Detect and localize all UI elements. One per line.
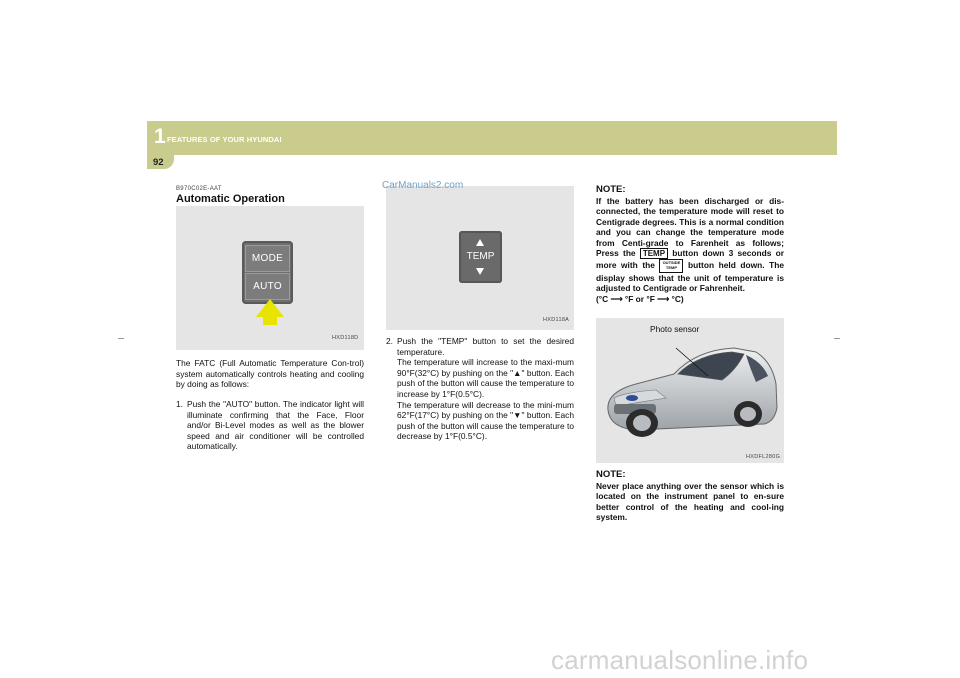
intro-paragraph — [176, 358, 364, 390]
temp-control — [459, 231, 502, 283]
site-watermark: CarManuals2.com — [382, 180, 464, 191]
intro-text: The FATC (Full Automatic Temperature Con-trol) system automatically controls heating and cooling by doing as follows: — [176, 358, 364, 390]
note-text-c: button held down. The display shows that the unit of temperature is adjusted to Centigrade or Fahrenheit. — [596, 260, 785, 294]
figure-car — [596, 318, 784, 463]
note-units: (°C ⟶ °F or °F ⟶ °C) — [596, 293, 684, 304]
step-number: 2. — [386, 336, 393, 346]
temp-up-icon[interactable] — [476, 239, 484, 246]
note-title: NOTE: — [596, 184, 626, 195]
margin-tick — [834, 338, 840, 339]
step2-line1: Push the "TEMP" button to set the desired temperature. — [397, 336, 574, 357]
down-triangle-icon: ▼ — [513, 410, 522, 421]
note-text-a: If the battery has been discharged or dis-connected, the temperature mode will reset to Centigrade degrees. This is a normal condition and you can change the temperature mode from Centi-grade to Farenheit as follows; Press the — [596, 196, 784, 259]
step-1 — [176, 399, 364, 459]
figure-code: HXD118D — [332, 335, 359, 341]
figure-code: HXD118A — [543, 317, 570, 323]
temp-button-label: TEMP — [466, 251, 495, 262]
car-illustration — [596, 318, 784, 463]
auto-button[interactable]: AUTO — [245, 273, 290, 300]
step-text: Push the "AUTO" button. The indicator light will illuminate confirming that the Face, Floor and/or Bi-Level modes as well as the blower speed and air conditioner will be controlled automatically. — [187, 399, 364, 452]
step2-line2a: The temperature will increase to the maxi-mum 90°F(32°C) by pushing on the " — [397, 357, 574, 378]
section-heading: Automatic Operation — [176, 193, 285, 205]
note-battery — [596, 196, 784, 304]
temp-down-icon[interactable] — [476, 268, 484, 275]
mode-button[interactable]: MODE — [245, 245, 290, 272]
temp-key: TEMP — [640, 248, 668, 259]
pointer-arrow-stem — [263, 316, 277, 325]
note-sensor: Never place anything over the sensor which is located on the instrument panel to en-sure better control of the heating and cool-ing system. — [596, 481, 784, 523]
figure-mode-auto — [176, 206, 364, 350]
photo-sensor-callout: Photo sensor — [650, 324, 700, 334]
note-text-b: button down 3 seconds or more with the — [596, 248, 785, 271]
figure-code: HXDFL280G — [746, 454, 781, 460]
pointer-arrow-icon — [256, 299, 284, 317]
footer-watermark: carmanualsonline.info — [551, 645, 809, 675]
step2-line2b: " button. Each push of the button will cause the temperature to increase by 1°F(0.5°C). — [397, 367, 574, 399]
note-title: NOTE: — [596, 469, 626, 480]
figure-temp — [386, 186, 574, 330]
margin-tick — [118, 338, 124, 339]
step-number: 1. — [176, 399, 183, 409]
section-code: B970C02E-AAT — [176, 186, 222, 192]
outside-temp-key: OUTSIDE TEMP — [659, 259, 683, 273]
page-number: 92 — [153, 157, 164, 168]
chapter-title: FEATURES OF YOUR HYUNDAI — [167, 135, 282, 144]
control-panel — [242, 241, 293, 304]
up-triangle-icon: ▲ — [513, 367, 522, 378]
chapter-number: 1 — [154, 125, 166, 148]
step2-line3a: The temperature will decrease to the mini-mum 62°F(17°C) by pushing on the " — [397, 399, 574, 421]
step-2 — [386, 336, 574, 446]
step-text — [397, 336, 574, 442]
step2-line3b: " button. Each push of the button will cause the temperature to decrease by 1°F(0.5°C). — [397, 410, 574, 442]
